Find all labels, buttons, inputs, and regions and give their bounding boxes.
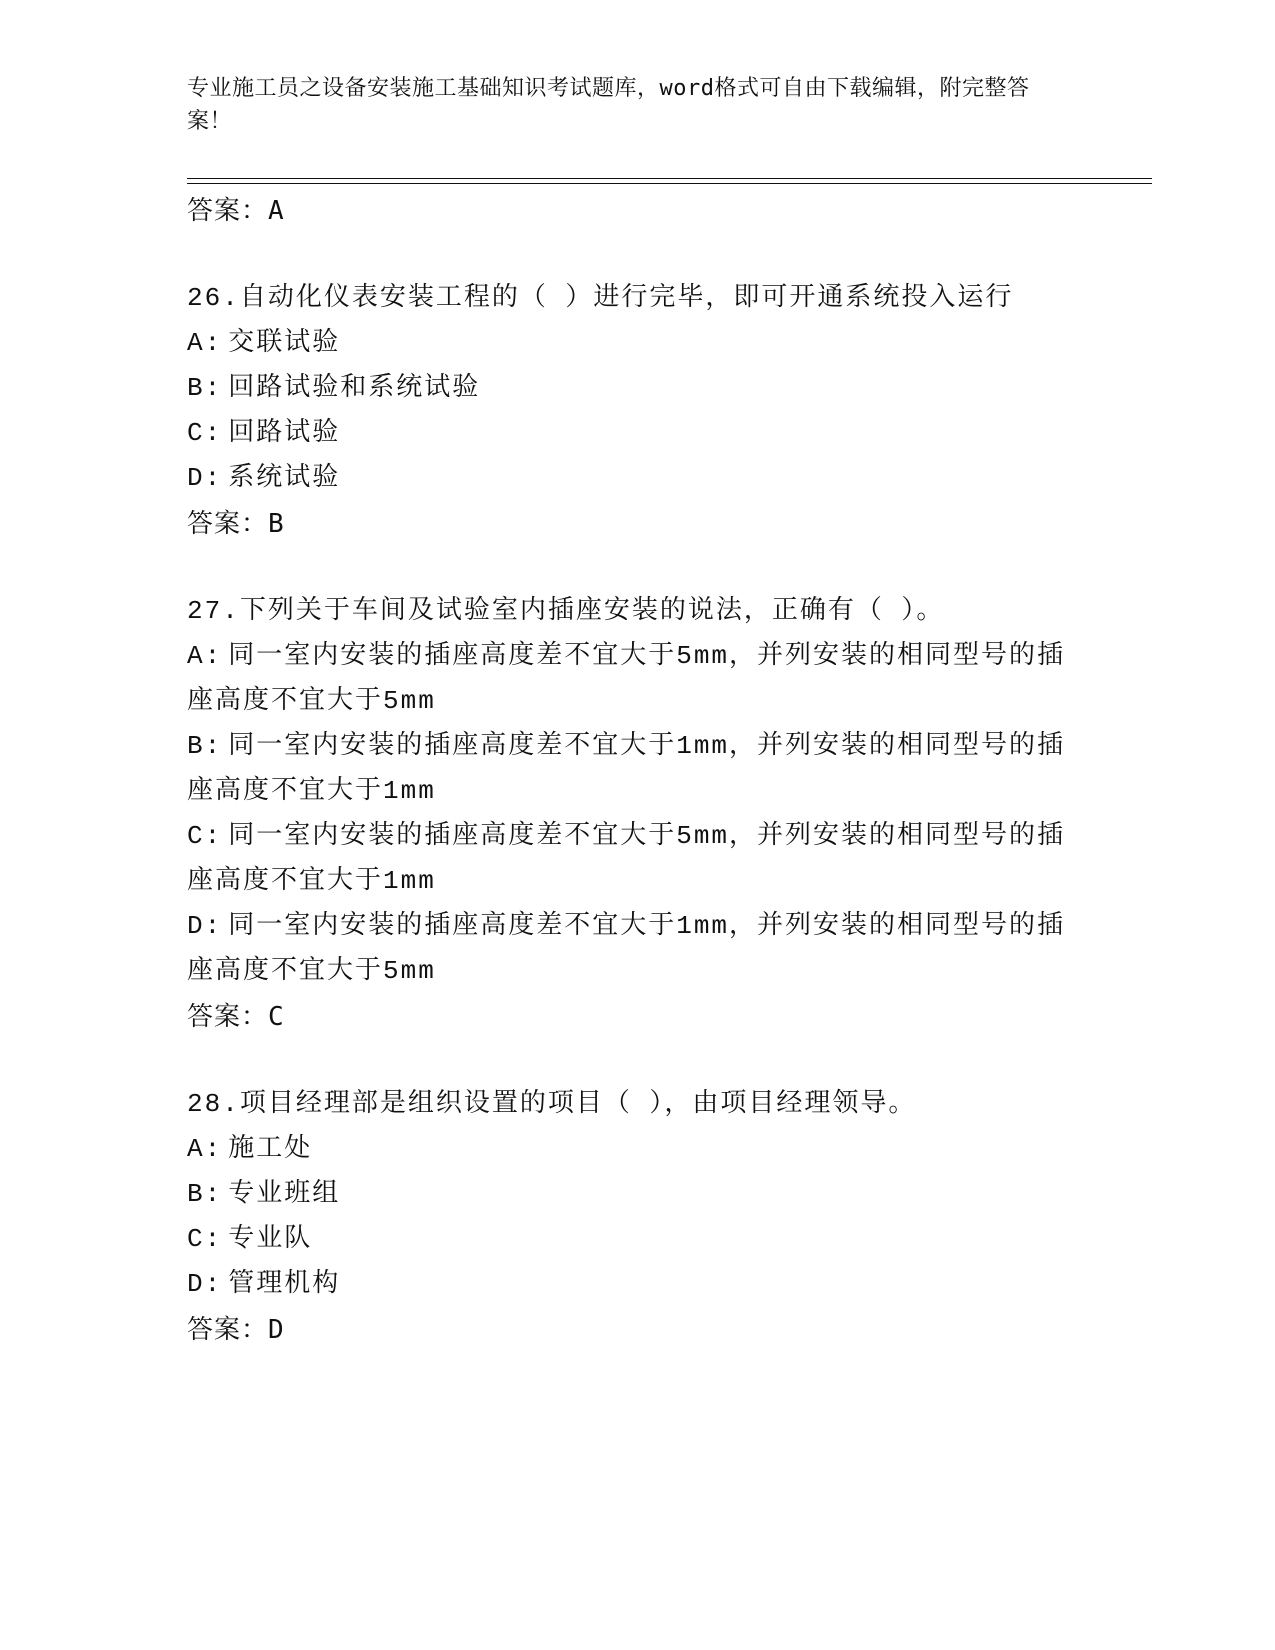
option-text: 回路试验和系统试验 <box>228 373 481 403</box>
option-text: 交联试验 <box>228 328 341 358</box>
option-c <box>187 1217 1087 1262</box>
question-text: 下列关于车间及试验室内插座安装的说法，正确有（ ）。 <box>239 596 945 626</box>
option-text: 施工处 <box>228 1134 313 1164</box>
question-text: 自动化仪表安装工程的（ ）进行完毕，即可开通系统投入运行 <box>239 283 1014 313</box>
question-stem <box>187 1082 1087 1127</box>
question-27 <box>187 589 1087 1040</box>
option-key: B: <box>187 373 223 403</box>
question-26 <box>187 276 1087 547</box>
option-text: 管理机构 <box>228 1269 341 1299</box>
option-key: C: <box>187 418 223 448</box>
question-number: 27. <box>187 596 240 626</box>
option-key: D: <box>187 911 223 941</box>
option-text: 同一室内安装的插座高度差不宜大于1mm，并列安装的相同型号的插座高度不宜大于1mm <box>187 731 1066 806</box>
answer-line <box>187 501 1087 547</box>
option-key: A: <box>187 328 223 358</box>
answer-value: C <box>268 1002 285 1032</box>
answer-line <box>187 1307 1087 1353</box>
option-text: 回路试验 <box>228 418 341 448</box>
question-stem <box>187 276 1087 321</box>
option-key: A: <box>187 641 223 671</box>
option-a <box>187 1127 1087 1172</box>
answer-value: B <box>268 509 285 539</box>
question-stem <box>187 589 1087 634</box>
document-body <box>187 188 1087 1353</box>
document-header: 专业施工员之设备安装施工基础知识考试题库，word格式可自由下载编辑，附完整答案！ <box>187 76 1030 134</box>
answer-value: A <box>268 196 285 226</box>
answer-label: 答案： <box>187 196 269 226</box>
option-d <box>187 904 1067 994</box>
option-text: 专业班组 <box>228 1179 341 1209</box>
option-a <box>187 321 1087 366</box>
answer-label: 答案： <box>187 509 269 539</box>
answer-label: 答案： <box>187 1315 269 1345</box>
answer-line-25 <box>187 188 1087 234</box>
option-key: B: <box>187 1179 223 1209</box>
option-c <box>187 814 1067 904</box>
option-key: D: <box>187 463 223 493</box>
option-a <box>187 634 1067 724</box>
option-b <box>187 1172 1087 1217</box>
option-text: 同一室内安装的插座高度差不宜大于5mm，并列安装的相同型号的插座高度不宜大于5mm <box>187 641 1066 716</box>
header-divider <box>187 178 1152 184</box>
option-key: B: <box>187 731 223 761</box>
option-text: 专业队 <box>228 1224 313 1254</box>
option-d <box>187 456 1087 501</box>
option-b <box>187 724 1067 814</box>
option-text: 系统试验 <box>228 463 341 493</box>
option-d <box>187 1262 1087 1307</box>
question-28 <box>187 1082 1087 1353</box>
option-key: C: <box>187 1224 223 1254</box>
answer-line <box>187 994 1087 1040</box>
answer-value: D <box>268 1315 285 1345</box>
option-text: 同一室内安装的插座高度差不宜大于1mm，并列安装的相同型号的插座高度不宜大于5mm <box>187 911 1066 986</box>
option-key: A: <box>187 1134 223 1164</box>
option-c <box>187 411 1087 456</box>
option-key: C: <box>187 821 223 851</box>
answer-label: 答案： <box>187 1002 269 1032</box>
option-b <box>187 366 1087 411</box>
option-key: D: <box>187 1269 223 1299</box>
option-text: 同一室内安装的插座高度差不宜大于5mm，并列安装的相同型号的插座高度不宜大于1mm <box>187 821 1066 896</box>
question-text: 项目经理部是组织设置的项目（ ），由项目经理领导。 <box>239 1089 917 1119</box>
question-number: 28. <box>187 1089 240 1119</box>
question-number: 26. <box>187 283 240 313</box>
